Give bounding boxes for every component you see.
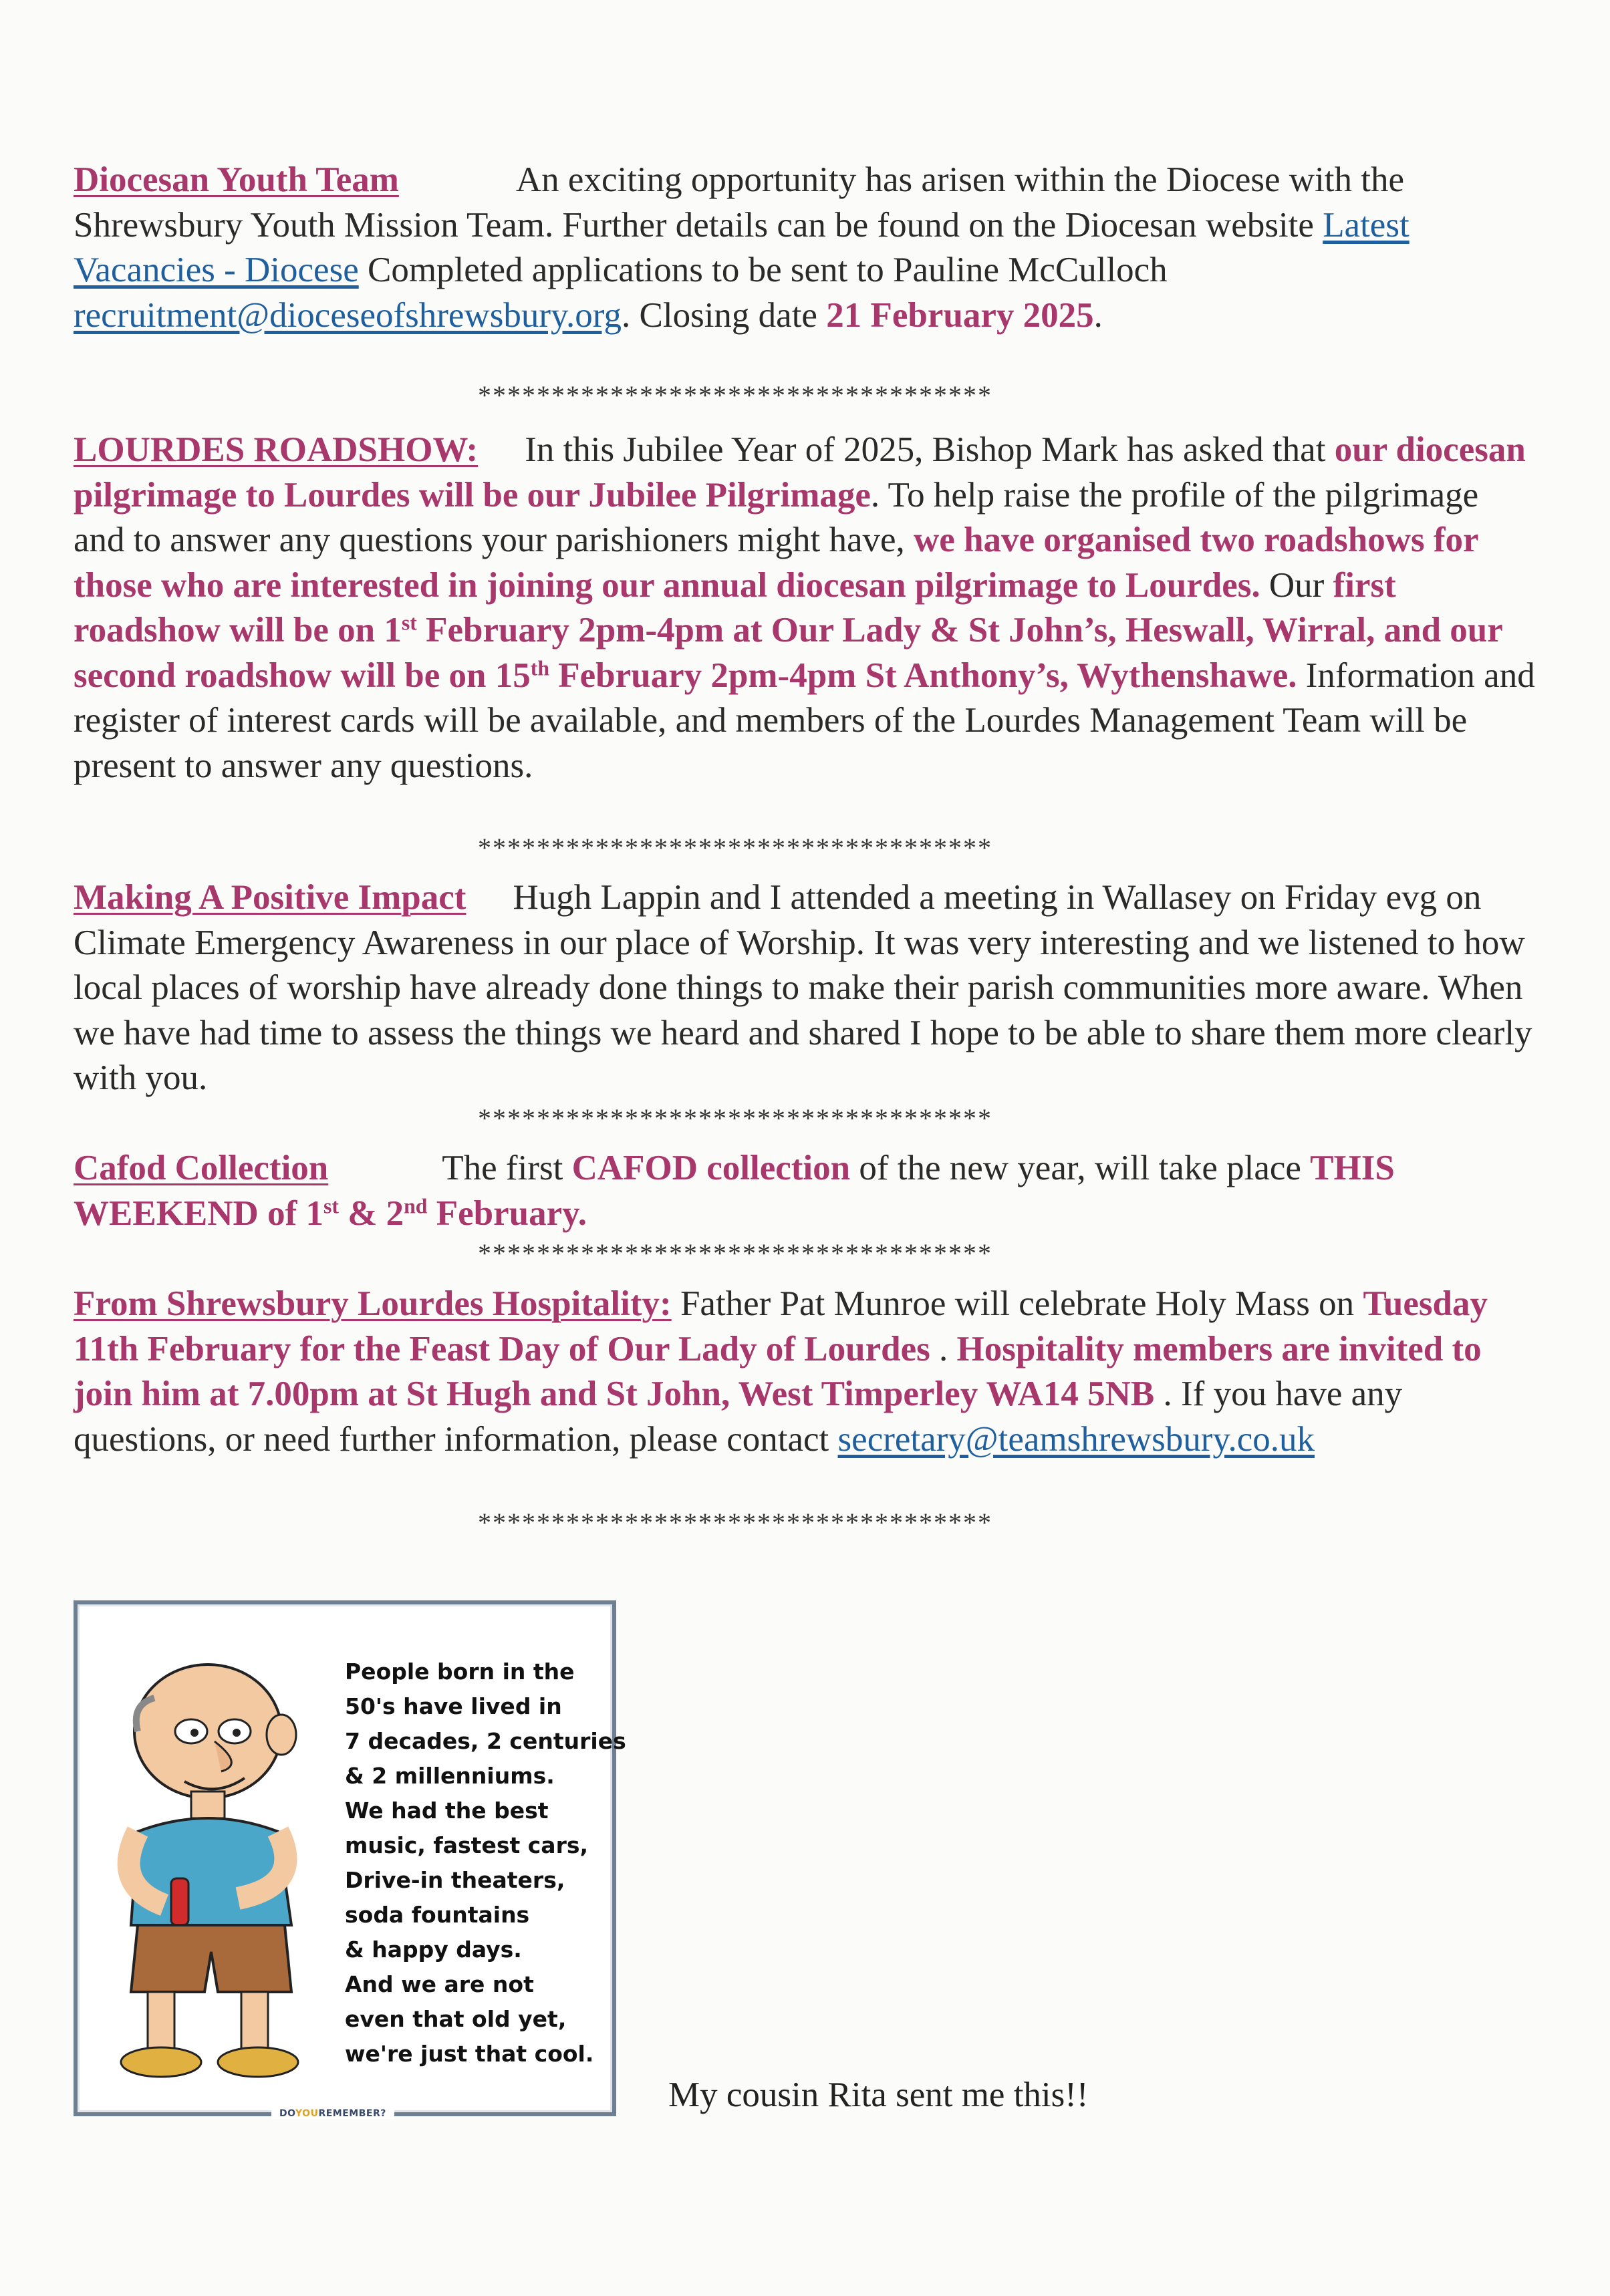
brand-part: YOU <box>295 2108 319 2119</box>
cafod-bold-2: THIS WEEKEND of 1 <box>74 1149 1395 1233</box>
cartoon-line: even that old yet, <box>345 2006 567 2032</box>
cafod-text-1: The first <box>442 1149 572 1187</box>
lourdes-text-2: . To help raise the profile of the pilgrimage and to answer any questions your parishioners might have, <box>74 475 1479 559</box>
cafod-bold-1: CAFOD collection <box>571 1149 851 1187</box>
cartoon-caption: My cousin Rita sent me this!! <box>668 2075 1089 2114</box>
brand-part: REMEMBER? <box>318 2108 386 2119</box>
cafod-sup-1: st <box>323 1194 339 1218</box>
cartoon-line: & 2 millenniums. <box>345 1763 555 1789</box>
cartoon-line: And we are not <box>345 1971 534 1997</box>
cartoon-line: we're just that cool. <box>345 2041 594 2067</box>
secretary-email-link[interactable]: secretary@teamshrewsbury.co.uk <box>837 1419 1315 1459</box>
lourdes-text-4: Information and register of interest cards will be available, and members of the Lourdes Management Team will be present to answer any questions. <box>74 656 1535 785</box>
cartoon-line: People born in the <box>345 1659 575 1685</box>
lourdes-roadshow-section <box>74 428 1537 788</box>
separator: *********************************** <box>478 1508 992 1538</box>
lourdes-text-3: Our <box>1260 565 1333 605</box>
lourdes-bold-3a: first roadshow will be on 1 <box>74 565 1396 650</box>
cafod-section <box>74 1146 1537 1236</box>
lourdes-bold-3b: February 2pm-4pm at Our Lady & St John’s, Heswall, Wirral, and our second roadshow will be on 15 <box>74 611 1502 695</box>
separator: *********************************** <box>478 1103 992 1133</box>
closing-prefix: . Closing date <box>622 295 827 335</box>
youth-team-intro: An exciting opportunity has arisen within the Diocese with the Shrewsbury Youth Mission Team. Further details can be found on the Diocesan website <box>74 160 1405 245</box>
cafod-bold-4: February. <box>427 1193 587 1233</box>
hospitality-heading: From Shrewsbury Lourdes Hospitality: <box>74 1284 672 1323</box>
hospitality-section <box>74 1282 1537 1462</box>
cartoon-line: & happy days. <box>345 1936 522 1963</box>
separator: *********************************** <box>478 380 992 410</box>
cafod-bold-3: & 2 <box>338 1193 404 1233</box>
hospitality-text-1: Father Pat Munroe will celebrate Holy Mass on <box>671 1284 1363 1323</box>
positive-impact-heading: Making A Positive Impact <box>74 878 466 917</box>
old-man-cartoon-illustration <box>91 1631 345 2092</box>
do-you-remember-logo <box>271 2108 394 2119</box>
brand-part: DO <box>279 2108 296 2119</box>
closing-date: 21 February 2025 <box>826 295 1094 335</box>
cafod-text-2: of the new year, will take place <box>850 1149 1311 1187</box>
positive-impact-body: Hugh Lappin and I attended a meeting in Wallasey on Friday evg on Climate Emergency Awareness in our place of Worship. It was very interesting and we listened to how local places of worship have already done things to make their parish communities more aware. When we have had time to assess the things we heard and shared I hope to be able to share them more clearly with you. <box>74 878 1532 1097</box>
hospitality-text-2: . <box>930 1329 957 1369</box>
cartoon-line: soda fountains <box>345 1902 530 1928</box>
separator: *********************************** <box>478 833 992 863</box>
cartoon-panel <box>74 1600 626 2119</box>
cartoon-line: music, fastest cars, <box>345 1832 589 1858</box>
lourdes-sup-1: st <box>401 611 417 635</box>
cartoon-caption-text <box>345 1655 626 2071</box>
lourdes-bold-3c: February 2pm-4pm St Anthony’s, Wythenshawe. <box>549 656 1297 695</box>
cartoon-line: 7 decades, 2 centuries <box>345 1728 626 1754</box>
cafod-sup-2: nd <box>404 1194 428 1218</box>
lourdes-bold-2: we have organised two roadshows for those who are interested in joining our annual diocesan pilgrimage to Lourdes. <box>74 521 1478 605</box>
cartoon-line: 50's have lived in <box>345 1693 562 1719</box>
positive-impact-section <box>74 875 1537 1101</box>
separator: *********************************** <box>478 1238 992 1268</box>
cartoon-line: Drive-in theaters, <box>345 1867 565 1893</box>
youth-team-section <box>74 158 1537 338</box>
newsletter-page <box>74 0 1537 2296</box>
latest-vacancies-link[interactable]: Latest Vacancies - Diocese <box>74 205 1410 289</box>
youth-team-heading: Diocesan Youth Team <box>74 160 399 199</box>
lourdes-text-1: In this Jubilee Year of 2025, Bishop Mark has asked that <box>525 430 1335 469</box>
lourdes-sup-2: th <box>530 656 550 680</box>
hospitality-bold-1: Tuesday 11th February for the Feast Day of Our Lady of Lourdes <box>74 1284 1488 1369</box>
lourdes-bold-1: our diocesan pilgrimage to Lourdes will be our Jubilee Pilgrimage <box>74 430 1526 515</box>
cafod-heading: Cafod Collection <box>74 1149 329 1187</box>
hospitality-bold-2: Hospitality members are invited to join him at 7.00pm at St Hugh and St John, West Timperley WA14 5NB <box>74 1329 1482 1413</box>
recruitment-email-link[interactable]: recruitment@dioceseofshrewsbury.org <box>74 295 622 335</box>
youth-team-mid: Completed applications to be sent to Pauline McCulloch <box>367 251 1168 289</box>
youth-end: . <box>1093 295 1103 335</box>
lourdes-roadshow-heading: LOURDES ROADSHOW: <box>74 430 479 469</box>
cartoon-line: We had the best <box>345 1798 549 1824</box>
hospitality-text-3: . If you have any questions, or need further information, please contact <box>74 1375 1403 1459</box>
